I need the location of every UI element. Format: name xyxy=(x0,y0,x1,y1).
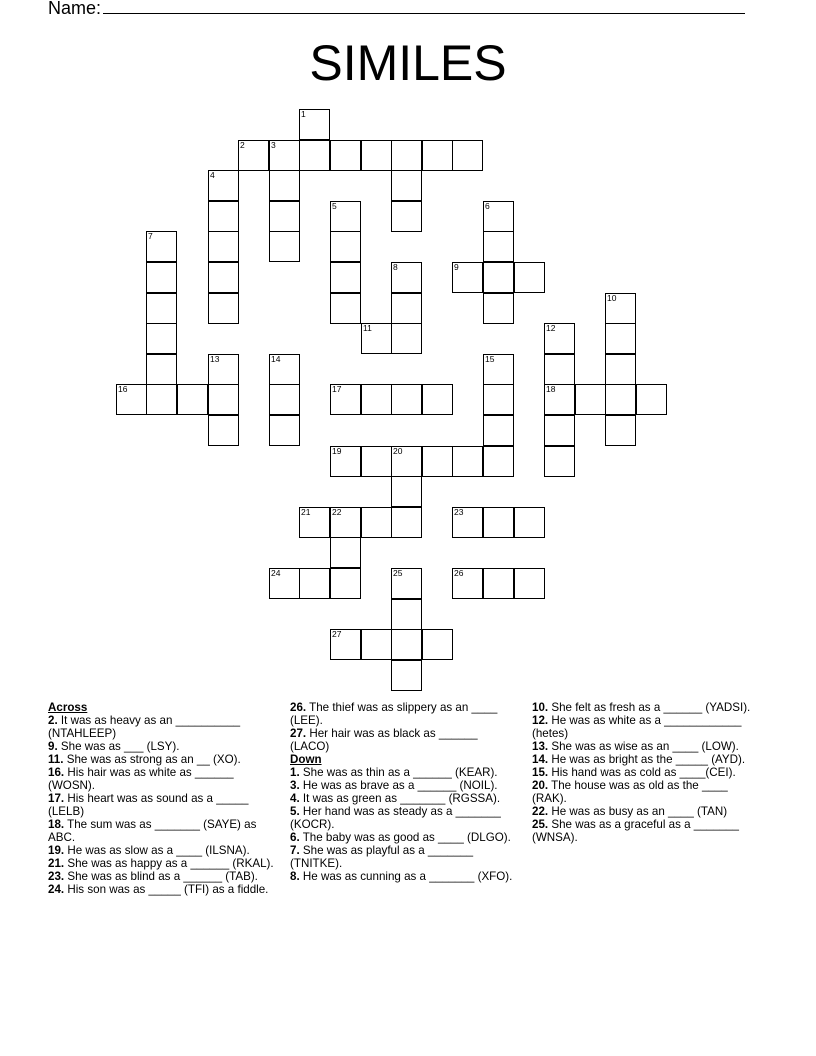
clue-number: 22. xyxy=(532,805,549,818)
clue-text: He was as busy as an ____ (TAN) xyxy=(551,805,728,818)
cell-number: 14 xyxy=(271,354,281,364)
clue-number: 25. xyxy=(532,818,549,831)
crossword-cell[interactable] xyxy=(483,568,514,599)
clue-item xyxy=(290,805,520,831)
clue-number: 23. xyxy=(48,870,65,883)
crossword-cell[interactable] xyxy=(177,384,208,415)
crossword-cell[interactable] xyxy=(269,384,300,415)
cell-number: 23 xyxy=(454,507,464,517)
clue-item xyxy=(532,805,762,818)
clue-item xyxy=(290,870,520,883)
crossword-cell[interactable] xyxy=(361,446,392,477)
crossword-cell[interactable] xyxy=(391,262,422,293)
crossword-cell[interactable] xyxy=(330,293,361,324)
clue-number: 5. xyxy=(290,805,300,818)
crossword-cell[interactable] xyxy=(544,415,575,446)
crossword-cell[interactable] xyxy=(146,293,177,324)
clue-item xyxy=(290,844,520,870)
clue-item xyxy=(48,792,276,818)
clue-item xyxy=(48,883,276,896)
crossword-cell[interactable] xyxy=(330,537,361,568)
clue-text: He was as white as a ____________ (hetes) xyxy=(532,714,742,740)
clue-item xyxy=(532,740,762,753)
cell-number: 21 xyxy=(301,507,311,517)
crossword-cell[interactable] xyxy=(636,384,667,415)
down-heading: Down xyxy=(290,753,322,766)
clue-text: It was as heavy as an __________ (NTAHLEEP) xyxy=(48,714,241,740)
crossword-cell[interactable] xyxy=(208,354,239,385)
clue-text: He was as slow as a ____ (ILSNA). xyxy=(67,844,250,857)
crossword-cell[interactable] xyxy=(391,201,422,232)
clue-text: He was as bright as the _____ (AYD). xyxy=(551,753,746,766)
clue-item xyxy=(532,779,762,805)
cell-number: 19 xyxy=(332,446,342,456)
clue-number: 14. xyxy=(532,753,549,766)
clue-number: 11. xyxy=(48,753,64,766)
clue-item xyxy=(532,818,762,844)
cell-number: 22 xyxy=(332,507,342,517)
clue-item xyxy=(290,766,520,779)
cell-number: 20 xyxy=(393,446,403,456)
clues-column-3 xyxy=(532,701,762,844)
clue-text: The baby was as good as ____ (DLGO). xyxy=(302,831,511,844)
across-heading: Across xyxy=(48,701,88,714)
crossword-cell[interactable] xyxy=(238,140,269,171)
crossword-cell[interactable] xyxy=(605,354,636,385)
clue-number: 24. xyxy=(48,883,65,896)
cell-number: 5 xyxy=(332,201,337,211)
clue-text: He was as cunning as a _______ (XFO). xyxy=(302,870,513,883)
cell-number: 12 xyxy=(546,323,556,333)
crossword-cell[interactable] xyxy=(208,415,239,446)
crossword-cell[interactable] xyxy=(269,354,300,385)
cell-number: 15 xyxy=(485,354,495,364)
crossword-cell[interactable] xyxy=(391,476,422,507)
crossword-cell[interactable] xyxy=(422,446,453,477)
crossword-cell[interactable] xyxy=(269,231,300,262)
crossword-cell[interactable] xyxy=(116,384,147,415)
crossword-cell[interactable] xyxy=(391,170,422,201)
crossword-cell[interactable] xyxy=(483,293,514,324)
crossword-cell[interactable] xyxy=(544,323,575,354)
clue-item xyxy=(532,701,762,714)
crossword-cell[interactable] xyxy=(299,568,330,599)
crossword-cell[interactable] xyxy=(391,446,422,477)
clue-number: 3. xyxy=(290,779,300,792)
cell-number: 11 xyxy=(363,323,372,333)
crossword-cell[interactable] xyxy=(483,415,514,446)
crossword-cell[interactable] xyxy=(330,629,361,660)
clue-text: He was as brave as a ______ (NOIL). xyxy=(302,779,498,792)
clue-item xyxy=(532,714,762,740)
crossword-cell[interactable] xyxy=(299,109,330,140)
clue-text: Her hand was as steady as a _______ (KOCR). xyxy=(290,805,501,831)
cell-number: 7 xyxy=(148,231,153,241)
cell-number: 17 xyxy=(332,384,342,394)
clue-item xyxy=(48,870,276,883)
cell-number: 4 xyxy=(210,170,215,180)
clue-number: 9. xyxy=(48,740,58,753)
crossword-cell[interactable] xyxy=(208,231,239,262)
clue-text: The thief was as slippery as an ____ (LEE). xyxy=(290,701,498,727)
clue-text: She was as thin as a ______ (KEAR). xyxy=(302,766,498,779)
crossword-cell[interactable] xyxy=(422,140,453,171)
crossword-cell[interactable] xyxy=(269,201,300,232)
crossword-cell[interactable] xyxy=(269,140,300,171)
clue-text: She felt as fresh as a ______ (YADSI). xyxy=(551,701,751,714)
clue-text: She was as happy as a ______ (RKAL). xyxy=(67,857,274,870)
crossword-cell[interactable] xyxy=(422,384,453,415)
crossword-cell[interactable] xyxy=(452,568,483,599)
crossword-cell[interactable] xyxy=(575,384,606,415)
clue-number: 12. xyxy=(532,714,549,727)
crossword-cell[interactable] xyxy=(483,231,514,262)
clue-number: 4. xyxy=(290,792,300,805)
crossword-cell[interactable] xyxy=(605,293,636,324)
crossword-cell[interactable] xyxy=(391,140,422,171)
crossword-cell[interactable] xyxy=(483,354,514,385)
crossword-cell[interactable] xyxy=(361,384,392,415)
clue-item xyxy=(48,857,276,870)
cell-number: 8 xyxy=(393,262,398,272)
crossword-cell[interactable] xyxy=(483,446,514,477)
clue-text: His hand was as cold as ____(CEI). xyxy=(551,766,736,779)
crossword-cell[interactable] xyxy=(208,170,239,201)
crossword-cell[interactable] xyxy=(483,507,514,538)
crossword-cell[interactable] xyxy=(299,140,330,171)
crossword-cell[interactable] xyxy=(330,446,361,477)
crossword-cell[interactable] xyxy=(452,262,483,293)
clue-item xyxy=(48,740,276,753)
crossword-cell[interactable] xyxy=(269,568,300,599)
clues-column-2 xyxy=(290,701,520,883)
cell-number: 25 xyxy=(393,568,403,578)
crossword-cell[interactable] xyxy=(146,354,177,385)
clue-number: 20. xyxy=(532,779,549,792)
crossword-cell[interactable] xyxy=(269,170,300,201)
crossword-cell[interactable] xyxy=(361,629,392,660)
crossword-cell[interactable] xyxy=(391,293,422,324)
clue-text: His heart was as sound as a _____ (LELB) xyxy=(48,792,249,818)
crossword-cell[interactable] xyxy=(391,599,422,630)
clue-text: She was as strong as an __ (XO). xyxy=(66,753,241,766)
crossword-cell[interactable] xyxy=(391,323,422,354)
crossword-cell[interactable] xyxy=(483,384,514,415)
clue-item xyxy=(290,792,520,805)
crossword-cell[interactable] xyxy=(514,568,545,599)
clue-item xyxy=(290,701,520,727)
clue-text: The house was as old as the ____ (RAK). xyxy=(532,779,728,805)
clue-text: The sum was as _______ (SAYE) as ABC. xyxy=(48,818,257,844)
clue-item xyxy=(290,831,520,844)
clue-number: 13. xyxy=(532,740,549,753)
crossword-cell[interactable] xyxy=(208,201,239,232)
clue-text: She was as wise as an ____ (LOW). xyxy=(551,740,739,753)
cell-number: 26 xyxy=(454,568,464,578)
crossword-cell[interactable] xyxy=(391,629,422,660)
crossword-cell[interactable] xyxy=(330,201,361,232)
crossword-cell[interactable] xyxy=(361,507,392,538)
crossword-cell[interactable] xyxy=(514,262,545,293)
crossword-cell[interactable] xyxy=(299,507,330,538)
cell-number: 16 xyxy=(118,384,128,394)
clue-number: 19. xyxy=(48,844,65,857)
clue-number: 27. xyxy=(290,727,307,740)
clue-number: 21. xyxy=(48,857,65,870)
page-title: SIMILES xyxy=(309,35,507,91)
crossword-cell[interactable] xyxy=(452,446,483,477)
clue-number: 17. xyxy=(48,792,65,805)
clue-text: She was as blind as a ______ (TAB). xyxy=(67,870,258,883)
crossword-cell[interactable] xyxy=(544,384,575,415)
crossword-cell[interactable] xyxy=(330,231,361,262)
crossword-cell[interactable] xyxy=(208,293,239,324)
clue-number: 10. xyxy=(532,701,549,714)
clue-number: 7. xyxy=(290,844,300,857)
crossword-cell[interactable] xyxy=(391,507,422,538)
crossword-cell[interactable] xyxy=(605,384,636,415)
clue-item xyxy=(48,753,276,766)
crossword-cell[interactable] xyxy=(391,660,422,691)
crossword-cell[interactable] xyxy=(146,323,177,354)
clue-number: 18. xyxy=(48,818,65,831)
cell-number: 6 xyxy=(485,201,490,211)
crossword-cell[interactable] xyxy=(146,384,177,415)
cell-number: 18 xyxy=(546,384,556,394)
clue-text: It was as green as _______ (RGSSA). xyxy=(302,792,501,805)
clue-number: 2. xyxy=(48,714,58,727)
clue-text: She was as ___ (LSY). xyxy=(60,740,180,753)
clue-text: His son was as _____ (TFI) as a fiddle. xyxy=(67,883,269,896)
clue-text: She was as a graceful as a _______ (WNSA). xyxy=(532,818,739,844)
crossword-cell[interactable] xyxy=(208,384,239,415)
crossword-cell[interactable] xyxy=(330,384,361,415)
clue-number: 16. xyxy=(48,766,65,779)
crossword-cell[interactable] xyxy=(269,415,300,446)
crossword-cell[interactable] xyxy=(391,568,422,599)
cell-number: 13 xyxy=(210,354,220,364)
crossword-cell[interactable] xyxy=(330,140,361,171)
cell-number: 10 xyxy=(607,293,617,303)
name-label: Name: xyxy=(48,0,102,18)
cell-number: 2 xyxy=(240,140,245,150)
clue-item xyxy=(290,779,520,792)
clue-number: 15. xyxy=(532,766,549,779)
clue-number: 8. xyxy=(290,870,300,883)
crossword-cell[interactable] xyxy=(330,568,361,599)
crossword-cell[interactable] xyxy=(330,507,361,538)
cell-number: 3 xyxy=(271,140,276,150)
clue-text: She was as playful as a _______ (TNITKE). xyxy=(290,844,474,870)
clue-item xyxy=(48,766,276,792)
clue-item xyxy=(532,766,762,779)
cell-number: 9 xyxy=(454,262,459,272)
crossword-cell[interactable] xyxy=(330,262,361,293)
cell-number: 27 xyxy=(332,629,342,639)
clue-item xyxy=(290,727,520,753)
crossword-cell[interactable] xyxy=(391,384,422,415)
crossword-cell[interactable] xyxy=(361,140,392,171)
crossword-cell[interactable] xyxy=(208,262,239,293)
crossword-cell[interactable] xyxy=(605,323,636,354)
clues-column-1 xyxy=(48,701,276,896)
cell-number: 1 xyxy=(301,109,306,119)
crossword-cell[interactable] xyxy=(361,323,392,354)
crossword-cell[interactable] xyxy=(452,140,483,171)
crossword-cell[interactable] xyxy=(544,446,575,477)
cell-number: 24 xyxy=(271,568,281,578)
clue-item xyxy=(48,714,276,740)
clue-number: 6. xyxy=(290,831,300,844)
clue-item xyxy=(48,818,276,844)
crossword-cell[interactable] xyxy=(483,201,514,232)
crossword-cell[interactable] xyxy=(605,415,636,446)
clue-number: 1. xyxy=(290,766,300,779)
clue-item xyxy=(48,844,276,857)
crossword-cell[interactable] xyxy=(544,354,575,385)
clue-text: Her hair was as black as ______ (LACO) xyxy=(290,727,478,753)
clue-item xyxy=(532,753,762,766)
crossword-cell[interactable] xyxy=(483,262,514,293)
clue-number: 26. xyxy=(290,701,307,714)
crossword-cell[interactable] xyxy=(146,231,177,262)
crossword-cell[interactable] xyxy=(422,629,453,660)
clue-text: His hair was as white as ______ (WOSN). xyxy=(48,766,234,792)
crossword-cell[interactable] xyxy=(514,507,545,538)
crossword-cell[interactable] xyxy=(452,507,483,538)
crossword-cell[interactable] xyxy=(146,262,177,293)
